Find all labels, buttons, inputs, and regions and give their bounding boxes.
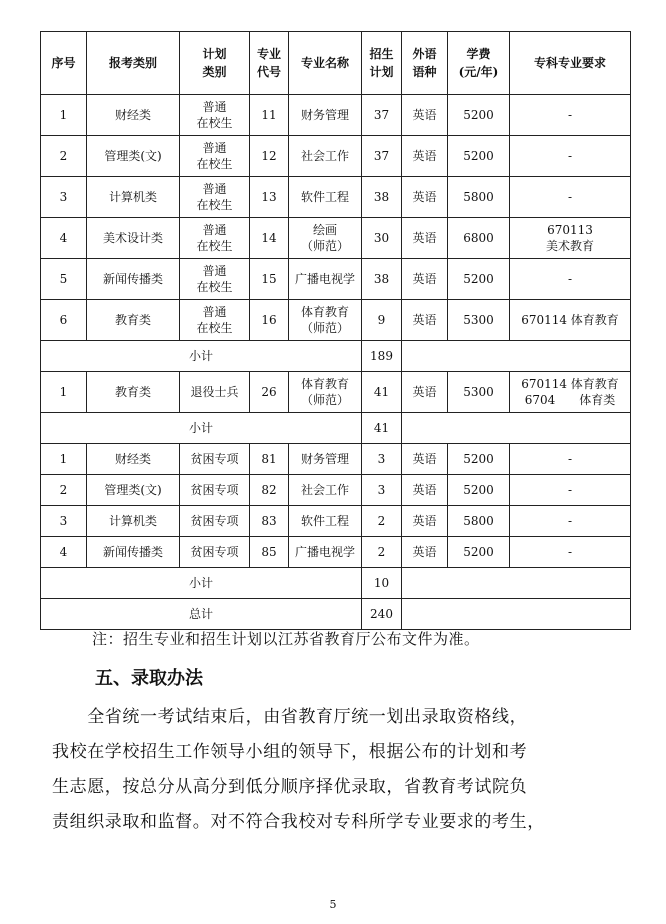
cell-requirement: - xyxy=(510,506,631,537)
cell-major-name: 软件工程 xyxy=(289,506,362,537)
page-number: 5 xyxy=(329,898,337,911)
cell-plan-type: 贫困专项 xyxy=(180,506,250,537)
cell-seq: 3 xyxy=(41,177,87,218)
cell-seq: 2 xyxy=(41,136,87,177)
table-row xyxy=(41,95,631,136)
cell-plan-type: 普通 在校生 xyxy=(180,300,250,341)
cell-plan-type: 退役士兵 xyxy=(180,372,250,413)
cell-major-code: 26 xyxy=(250,372,289,413)
cell-plan-type: 普通 在校生 xyxy=(180,259,250,300)
cell-seq: 1 xyxy=(41,95,87,136)
cell-requirement: 670114 体育教育 xyxy=(510,300,631,341)
cell-tuition: 5200 xyxy=(448,259,510,300)
cell-category: 新闻传播类 xyxy=(87,537,180,568)
table-header-row xyxy=(41,32,631,95)
subtotal-label: 小计 xyxy=(41,413,362,444)
cell-tuition: 6800 xyxy=(448,218,510,259)
cell-plan-type: 贫困专项 xyxy=(180,537,250,568)
cell-tuition: 5200 xyxy=(448,444,510,475)
cell-plan: 2 xyxy=(362,506,402,537)
cell-language: 英语 xyxy=(402,136,448,177)
cell-plan: 37 xyxy=(362,136,402,177)
subtotal-label: 小计 xyxy=(41,568,362,599)
cell-tuition: 5300 xyxy=(448,300,510,341)
cell-requirement: 670113 美术教育 xyxy=(510,218,631,259)
cell-plan: 9 xyxy=(362,300,402,341)
cell-requirement: - xyxy=(510,259,631,300)
cell-major-name: 社会工作 xyxy=(289,475,362,506)
cell-seq: 4 xyxy=(41,218,87,259)
cell-category: 计算机类 xyxy=(87,506,180,537)
header-major-name: 专业名称 xyxy=(289,32,362,95)
cell-seq: 6 xyxy=(41,300,87,341)
cell-category: 教育类 xyxy=(87,300,180,341)
subtotal-row xyxy=(41,413,631,444)
cell-major-code: 13 xyxy=(250,177,289,218)
cell-tuition: 5200 xyxy=(448,475,510,506)
header-plan: 招生 计划 xyxy=(362,32,402,95)
cell-category: 管理类(文) xyxy=(87,136,180,177)
cell-major-name: 财务管理 xyxy=(289,95,362,136)
cell-requirement: 670114 体育教育 6704 体育类 xyxy=(510,372,631,413)
header-category: 报考类别 xyxy=(87,32,180,95)
cell-seq: 2 xyxy=(41,475,87,506)
cell-language: 英语 xyxy=(402,506,448,537)
cell-plan-type: 普通 在校生 xyxy=(180,177,250,218)
cell-major-code: 82 xyxy=(250,475,289,506)
body-paragraph xyxy=(52,700,622,840)
cell-plan-type: 普通 在校生 xyxy=(180,136,250,177)
cell-language: 英语 xyxy=(402,177,448,218)
cell-plan: 3 xyxy=(362,444,402,475)
table-row xyxy=(41,537,631,568)
cell-major-name: 体育教育 （师范） xyxy=(289,300,362,341)
table-row xyxy=(41,259,631,300)
cell-tuition: 5200 xyxy=(448,537,510,568)
cell-plan: 30 xyxy=(362,218,402,259)
cell-plan: 38 xyxy=(362,177,402,218)
table-row xyxy=(41,177,631,218)
header-major-code: 专业 代号 xyxy=(250,32,289,95)
total-label: 总计 xyxy=(41,599,362,630)
cell-language: 英语 xyxy=(402,372,448,413)
cell-tuition: 5800 xyxy=(448,506,510,537)
header-tuition: 学费 (元/年) xyxy=(448,32,510,95)
header-language: 外语 语种 xyxy=(402,32,448,95)
table-row xyxy=(41,136,631,177)
table-note: 注：招生专业和招生计划以江苏省教育厅公布文件为准。 xyxy=(92,630,480,648)
cell-major-name: 广播电视学 xyxy=(289,259,362,300)
body-line: 责组织录取和监督。对不符合我校对专科所学专业要求的考生， xyxy=(52,812,545,832)
cell-category: 新闻传播类 xyxy=(87,259,180,300)
cell-requirement: - xyxy=(510,444,631,475)
cell-language: 英语 xyxy=(402,300,448,341)
cell-tuition: 5800 xyxy=(448,177,510,218)
cell-category: 教育类 xyxy=(87,372,180,413)
total-row xyxy=(41,599,631,630)
subtotal-row xyxy=(41,341,631,372)
cell-major-code: 15 xyxy=(250,259,289,300)
cell-plan: 3 xyxy=(362,475,402,506)
body-line: 生志愿，按总分从高分到低分顺序择优录取，省教育考试院负 xyxy=(52,777,528,797)
cell-requirement: - xyxy=(510,537,631,568)
table-body xyxy=(41,95,631,630)
subtotal-value: 189 xyxy=(362,341,402,372)
empty-cell xyxy=(402,341,631,372)
cell-major-name: 社会工作 xyxy=(289,136,362,177)
subtotal-value: 10 xyxy=(362,568,402,599)
cell-major-code: 81 xyxy=(250,444,289,475)
header-seq: 序号 xyxy=(41,32,87,95)
cell-seq: 1 xyxy=(41,444,87,475)
cell-requirement: - xyxy=(510,475,631,506)
empty-cell xyxy=(402,568,631,599)
cell-tuition: 5200 xyxy=(448,136,510,177)
cell-tuition: 5200 xyxy=(448,95,510,136)
cell-plan-type: 贫困专项 xyxy=(180,444,250,475)
cell-category: 财经类 xyxy=(87,444,180,475)
header-requirement: 专科专业要求 xyxy=(510,32,631,95)
table-row xyxy=(41,444,631,475)
cell-seq: 1 xyxy=(41,372,87,413)
table-row xyxy=(41,506,631,537)
cell-major-name: 绘画 （师范） xyxy=(289,218,362,259)
subtotal-row xyxy=(41,568,631,599)
enrollment-plan-table xyxy=(40,31,631,630)
cell-major-code: 14 xyxy=(250,218,289,259)
cell-tuition: 5300 xyxy=(448,372,510,413)
cell-plan-type: 普通 在校生 xyxy=(180,218,250,259)
body-line: 全省统一考试结束后，由省教育厅统一划出录取资格线， xyxy=(52,707,528,727)
cell-language: 英语 xyxy=(402,259,448,300)
cell-requirement: - xyxy=(510,136,631,177)
empty-cell xyxy=(402,413,631,444)
total-value: 240 xyxy=(362,599,402,630)
table-row xyxy=(41,218,631,259)
table-row xyxy=(41,300,631,341)
cell-seq: 4 xyxy=(41,537,87,568)
cell-language: 英语 xyxy=(402,95,448,136)
cell-category: 管理类(文) xyxy=(87,475,180,506)
cell-major-name: 广播电视学 xyxy=(289,537,362,568)
section-heading: 五、录取办法 xyxy=(95,668,203,689)
subtotal-value: 41 xyxy=(362,413,402,444)
cell-language: 英语 xyxy=(402,218,448,259)
cell-major-name: 财务管理 xyxy=(289,444,362,475)
cell-major-name: 软件工程 xyxy=(289,177,362,218)
cell-major-code: 83 xyxy=(250,506,289,537)
cell-plan: 37 xyxy=(362,95,402,136)
cell-major-code: 11 xyxy=(250,95,289,136)
cell-language: 英语 xyxy=(402,537,448,568)
cell-major-code: 16 xyxy=(250,300,289,341)
subtotal-label: 小计 xyxy=(41,341,362,372)
cell-category: 财经类 xyxy=(87,95,180,136)
cell-plan: 2 xyxy=(362,537,402,568)
cell-plan: 41 xyxy=(362,372,402,413)
cell-seq: 5 xyxy=(41,259,87,300)
cell-major-code: 12 xyxy=(250,136,289,177)
cell-requirement: - xyxy=(510,177,631,218)
cell-requirement: - xyxy=(510,95,631,136)
cell-language: 英语 xyxy=(402,475,448,506)
cell-plan-type: 普通 在校生 xyxy=(180,95,250,136)
cell-major-name: 体育教育 （师范） xyxy=(289,372,362,413)
cell-language: 英语 xyxy=(402,444,448,475)
empty-cell xyxy=(402,599,631,630)
cell-major-code: 85 xyxy=(250,537,289,568)
cell-plan-type: 贫困专项 xyxy=(180,475,250,506)
cell-plan: 38 xyxy=(362,259,402,300)
body-line: 我校在学校招生工作领导小组的领导下，根据公布的计划和考 xyxy=(52,742,528,762)
cell-category: 计算机类 xyxy=(87,177,180,218)
header-plan-type: 计划 类别 xyxy=(180,32,250,95)
table-row xyxy=(41,475,631,506)
cell-category: 美术设计类 xyxy=(87,218,180,259)
table-row xyxy=(41,372,631,413)
cell-seq: 3 xyxy=(41,506,87,537)
